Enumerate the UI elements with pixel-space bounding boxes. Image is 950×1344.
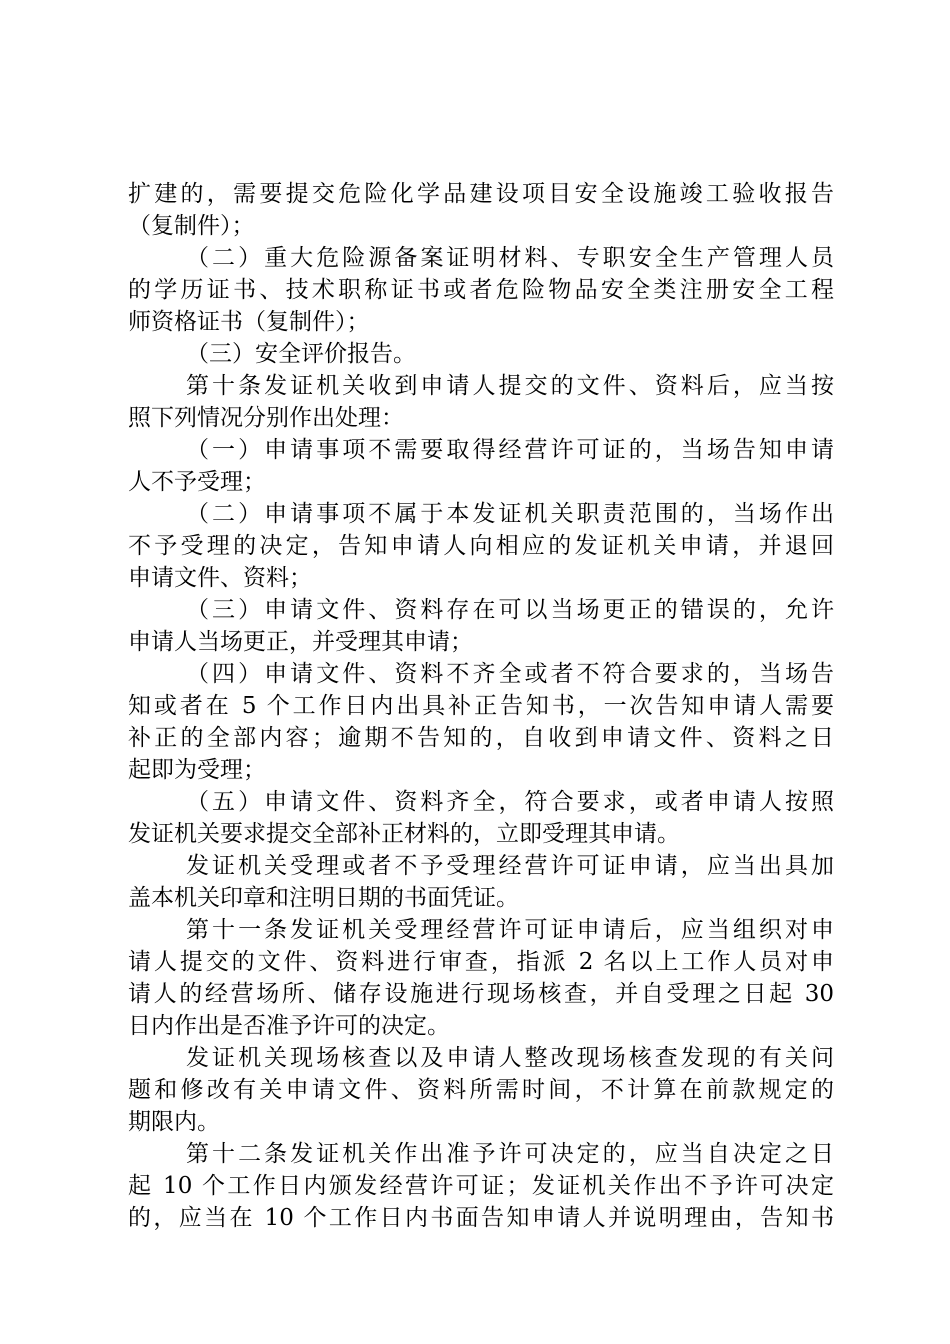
text-line: （复制件）； bbox=[128, 213, 255, 239]
text-line: 请人提交的文件、资料进行审查，指派 2 名以上工作人员对申 bbox=[128, 949, 834, 975]
text-line: 第十条发证机关收到申请人提交的文件、资料后，应当按 bbox=[186, 373, 834, 399]
text-line: 第十一条发证机关受理经营许可证申请后，应当组织对申 bbox=[186, 917, 834, 943]
text-line: （三）申请文件、资料存在可以当场更正的错误的，允许 bbox=[186, 597, 834, 623]
text-line: 不予受理的决定，告知申请人向相应的发证机关申请，并退回 bbox=[128, 533, 834, 559]
text-line: 期限内。 bbox=[128, 1109, 220, 1135]
text-line: 发证机关现场核查以及申请人整改现场核查发现的有关问 bbox=[186, 1045, 834, 1071]
text-line: （三）安全评价报告。 bbox=[186, 341, 416, 367]
document-body bbox=[128, 178, 834, 1234]
text-line: （四）申请文件、资料不齐全或者不符合要求的，当场告 bbox=[186, 661, 834, 687]
text-line: 的，应当在 10 个工作日内书面告知申请人并说明理由，告知书 bbox=[128, 1205, 834, 1231]
text-line: 题和修改有关申请文件、资料所需时间，不计算在前款规定的 bbox=[128, 1077, 834, 1103]
text-line: 第十二条发证机关作出准予许可决定的，应当自决定之日 bbox=[186, 1141, 834, 1167]
text-line: （二）重大危险源备案证明材料、专职安全生产管理人员 bbox=[186, 245, 834, 271]
text-line: 知或者在 5 个工作日内出具补正告知书，一次告知申请人需要 bbox=[128, 693, 834, 719]
text-line: 发证机关受理或者不予受理经营许可证申请，应当出具加 bbox=[186, 853, 834, 879]
text-line: 请人的经营场所、储存设施进行现场核查，并自受理之日起 30 bbox=[128, 981, 834, 1007]
text-line: （二）申请事项不属于本发证机关职责范围的，当场作出 bbox=[186, 501, 834, 527]
text-line: 扩建的，需要提交危险化学品建设项目安全设施竣工验收报告 bbox=[128, 181, 834, 207]
text-line: （五）申请文件、资料齐全，符合要求，或者申请人按照 bbox=[186, 789, 834, 815]
text-line: 发证机关要求提交全部补正材料的，立即受理其申请。 bbox=[128, 821, 680, 847]
text-line: 申请文件、资料； bbox=[128, 565, 312, 591]
text-line: 申请人当场更正，并受理其申请； bbox=[128, 629, 473, 655]
text-line: 日内作出是否准予许可的决定。 bbox=[128, 1013, 450, 1039]
text-line: 起 10 个工作日内颁发经营许可证；发证机关作出不予许可决定 bbox=[128, 1173, 834, 1199]
text-line: 照下列情况分别作出处理： bbox=[128, 405, 404, 431]
text-line: 盖本机关印章和注明日期的书面凭证。 bbox=[128, 885, 519, 911]
text-line: 的学历证书、技术职称证书或者危险物品安全类注册安全工程 bbox=[128, 277, 834, 303]
text-line: 补正的全部内容；逾期不告知的，自收到申请文件、资料之日 bbox=[128, 725, 834, 751]
text-line: 起即为受理； bbox=[128, 757, 266, 783]
text-line: 师资格证书（复制件）； bbox=[128, 309, 370, 335]
text-line: 人不予受理； bbox=[128, 469, 266, 495]
text-line: （一）申请事项不需要取得经营许可证的，当场告知申请 bbox=[186, 437, 834, 463]
